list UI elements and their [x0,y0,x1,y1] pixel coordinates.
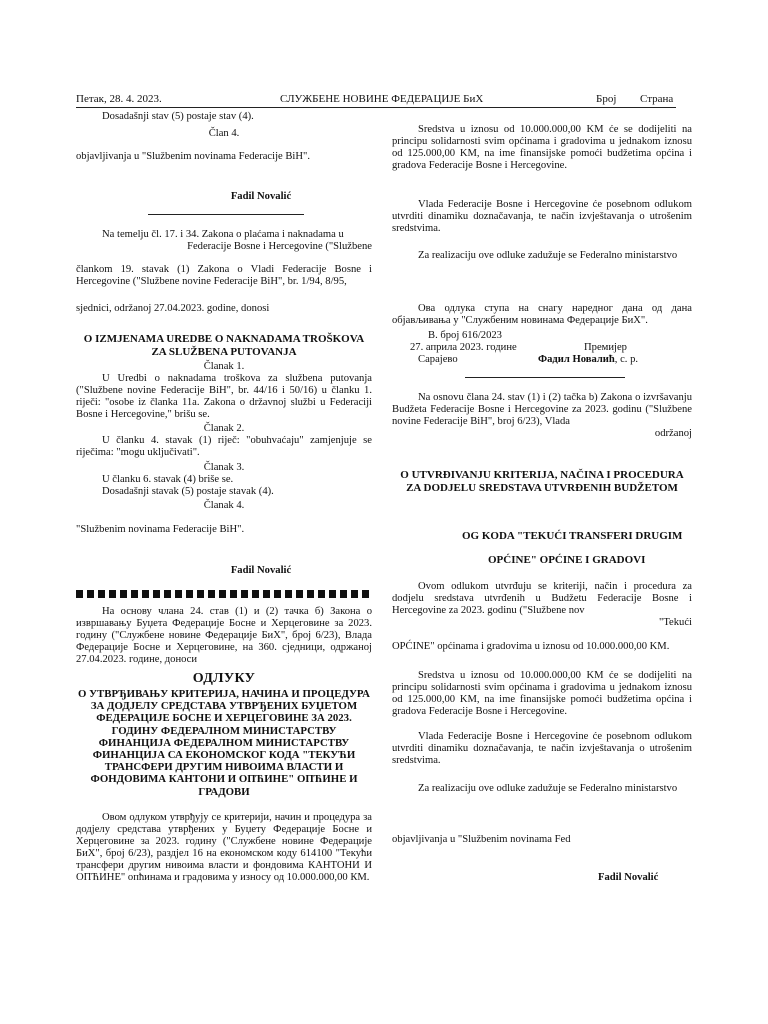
header-strana: Страна [640,93,674,105]
page-header [76,93,676,108]
right-stupa-cyr: Ова одлука ступа на снагу наредног дана од дана објављивања у "Службеним новинама Федерације БиХ". [392,303,692,326]
right-vlada-lat: Vlada Federacije Bosne i Hercegovine će posebnom odlukom utvrditi dinamiku doznačavanja, te način izvještavanja o utrošenim sredstvima. [392,731,692,766]
right-ovom-lat: Ovom odlukom utvrđuju se kriteriji, način i procedura za dodjelu sredstava utvrđenih u Budžetu Federacije Bosne i Hercegovine za 2023. godinu ("Službene nov [392,581,692,616]
left-line-1: Dosadašnji stav (5) postaje stav (4). [102,111,254,122]
left-signer-2: Fadil Novalić [230,565,292,576]
premijer-label: Премијер [584,342,627,353]
left-osnovu: На основу члана 24. став (1) и (2) тачка б) Закона о извршавању Буџета Федерације Босне и Херцеговине за 2023. годину ("Службене новине Федерације БиХ", број 6/23), Влада Федерације Босне и Херцеговине, на 360. сједници, одржаној 27.04.2023. године, доноси [76,606,372,665]
right-sredstva-lat: Sredstva u iznosu od 10.000.000,00 KM će se dodijeliti na principu solidarnosti svim općinama i gradovima u jednakom iznosu od 125.000,00 KM, na ime finansijske pomoći budžetima općina i gradova Federacije Bosne i Hercegovine. [392,670,692,717]
right-signer: Fadil Novalić [598,872,659,883]
clanak-3-heading: Članak 3. [203,462,245,473]
clanak-1-text: U Uredbi o naknadama troškova za službena putovanja ("Službene novine Federacije BiH", br. 44/16 i 50/16) u članku 1. riječi: "osobe iz članka 11a. Zakona o državnoj službi u Federaciji Bosne i Hercegovine," brišu se. [76,373,372,420]
left-sluzbenim: "Službenim novinama Federacije BiH". [76,524,245,535]
right-odluka-title: O UTVRĐIVANJU KRITERIJA, NAČINA I PROCEDURA ZA DODJELU SREDSTAVA UTVRĐENIH BUDŽETOM [400,469,684,494]
right-opcine: OPĆINE" OPĆINE I GRADOVI [488,554,646,566]
decision-date: 27. априла 2023. године [410,342,517,353]
header-date: Петак, 28. 4. 2023. [76,93,162,105]
right-odrzanoj: održanoj [654,428,692,439]
clanak-4-heading: Članak 4. [203,500,245,511]
clanak-2-text: U članku 4. stavak (1) riječ: "obuhvaćaju" zamjenjuje se riječima: "mogu uključivati". [76,435,372,458]
right-opcine-2: OPĆINE" općinama i gradovima u iznosu od 10.000.000,00 KM. [392,641,670,652]
left-temelj-2: Federacije Bosne i Hercegovine ("Službene [187,241,372,252]
odluka-heading: ОДЛУКУ [192,671,256,686]
sarajevo-label: Сарајево [418,354,458,365]
dashed-separator [76,590,372,598]
left-objavljivanja: objavljivanja u "Službenim novinama Federacije BiH". [76,151,311,162]
left-clan-4: Član 4. [208,128,240,139]
clanak-3-line-2: Dosadašnji stavak (5) postaje stavak (4). [102,486,274,497]
clanak-1-heading: Članak 1. [203,361,245,372]
clanak-2-heading: Članak 2. [203,423,245,434]
left-clankom: člankom 19. stavak (1) Zakona o Vladi Federacije Bosne i Hercegovine ("Službene novine Federacije BiH", br. 1/94, 8/95, [76,264,372,287]
left-ovom: Овом одлуком утврђују се критерији, начин и процедура за додјелу средстава утврђених у Буџету Федерације Босне и Херцеговине за 2023. годину ("Службене новине Федерације БиХ", број 6/23), раздјел 16 на економском коду 614100 "Текући трансфери другим нивоима власти и фондовима КАНТОНИ И ОПЋИНЕ" опћинама и градовима у износу од 10.000.000,00 КМ. [76,812,372,883]
clanak-3-line-1: U članku 6. stavak (4) briše se. [102,474,234,485]
divider-rule [148,214,304,215]
right-realizaciju-cyr: Za realizaciju ove odluke zadužuje se Federalno ministarstvo [418,250,678,261]
left-temelj-1: Na temelju čl. 17. i 34. Zakona o plaćama i naknadama u [102,229,344,240]
premier-name: Фадил Новалић [538,354,615,365]
right-sredstva-cyr: Sredstva u iznosu od 10.000.000,00 KM će se dodijeliti na principu solidarnosti svim općinama i gradovima u jednakom iznosu od 125.000,00 KM, na ime finansijske pomoći budžetima općina i gradova Federacije Bosne i Hercegovine. [392,124,692,171]
right-objavljivanja: objavljivanja u "Službenim novinama Fed [392,834,571,845]
header-title: СЛУЖБЕНЕ НОВИНЕ ФЕДЕРАЦИЈЕ БиХ [280,93,484,105]
left-sjednici: sjednici, održanoj 27.04.2023. godine, donosi [76,303,270,314]
right-osnovu-lat: Na osnovu člana 24. stav (1) i (2) tačka b) Zakona o izvršavanju Budžeta Federacije Bosne i Hercegovine za 2023. godinu ("Službene novine Federacije BiH", broj 6/23), Vlada [392,392,692,427]
right-tekuci: "Tekući [659,617,692,628]
v-broj: В. број 616/2023 [428,330,502,341]
right-vlada-cyr: Vlada Federacije Bosne i Hercegovine će posebnom odlukom utvrditi dinamiku doznačavanja, te način izvještavanja o utrošenim sredstvima. [392,199,692,234]
odluka-title: О УТВРЂИВАЊУ КРИТЕРИЈА, НАЧИНА И ПРОЦЕДУРА ЗА ДОДЈЕЛУ СРЕДСТАВА УТВРЂЕНИХ БУЏЕТОМ ФЕДЕРАЦИЈЕ БОСНЕ И ХЕРЦЕГОВИНЕ ЗА 2023. ГОДИНУ ФЕДЕРАЛНОМ МИНИСТАРСТВУ ФИНАНЦИЈА ФЕДЕРАЛНОМ МИНИСТАРСТВУ ФИНАНЦИЈА СА ЕКОНОМСКОГ КОДА "ТЕКУЋИ ТРАНСФЕРИ ДРУГИМ НИВОИМА ВЛАСТИ И ФОНДОВИМА КАНТОНИ И ОПЋИНЕ" ОПЋИНЕ И ГРАДОВИ [78,688,370,798]
header-broj: Број [596,93,617,105]
right-kod: OG KODA "TEKUĆI TRANSFERI DRUGIM [462,530,683,542]
uredba-title: O IZMJENAMA UREDBE O NAKNADAMA TROŠKOVA ZA SLUŽBENA PUTOVANJA [83,333,365,358]
right-divider-rule [465,377,625,378]
right-realizaciju-lat: Za realizaciju ove odluke zadužuje se Federalno ministarstvo [418,783,678,794]
premier-sr: , с. р. [614,354,639,365]
left-signer-1: Fadil Novalić [230,191,292,202]
